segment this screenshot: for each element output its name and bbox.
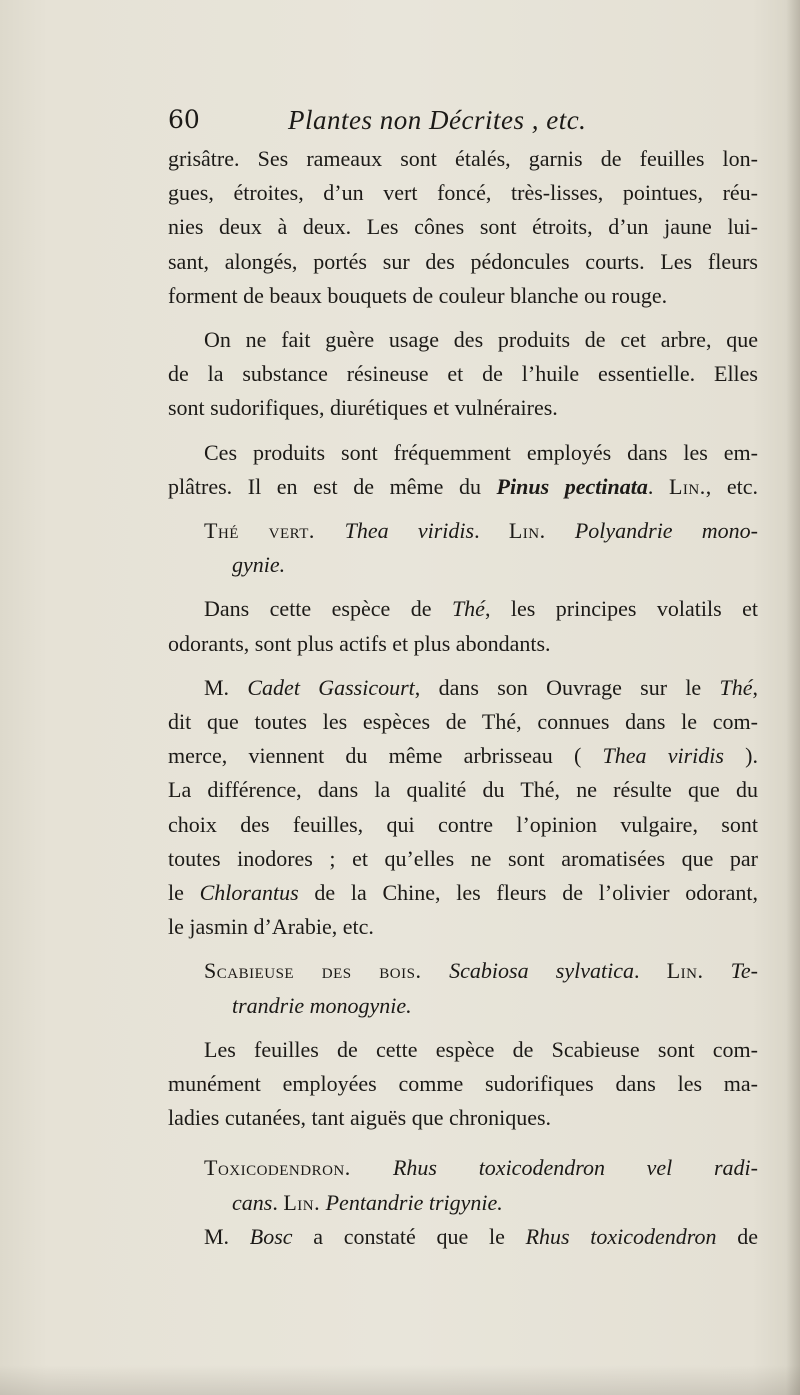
text-run: .: [272, 1189, 284, 1215]
text-line: sont sudorifiques, diurétiques et vulnéraires.: [168, 395, 558, 421]
paragraph-3: [168, 436, 758, 504]
text-line: Ces produits sont fréquemment employés dans les em-: [204, 439, 758, 465]
entry-scabieuse: [168, 954, 758, 1022]
taxon-name: Chlorantus: [199, 880, 299, 906]
linnaean-class: gynie.: [232, 552, 286, 578]
linnaean-class: Polyandrie mono-: [545, 518, 758, 544]
running-head: [168, 100, 658, 140]
text-line: le jasmin d’Arabie, etc.: [168, 914, 374, 940]
entry-title: Scabieuse des bois.: [204, 958, 450, 984]
person-name: Bosc: [249, 1223, 293, 1249]
running-title: Plantes non Décrites , etc.: [288, 105, 587, 135]
text-line: [168, 1220, 758, 1254]
paragraph-2: [168, 323, 758, 426]
text-line: choix des feuilles, qui contre l’opinion vulgaire, sont: [168, 811, 758, 837]
taxon-name: Rhus toxicodendron: [525, 1223, 717, 1249]
text-line: [168, 470, 758, 504]
paragraph-1: [168, 142, 758, 313]
entry-title: Toxicodendron.: [204, 1155, 393, 1181]
author-abbrev: Lin.: [508, 518, 546, 544]
entry-heading: [168, 954, 758, 988]
text-run: merce, viennent du même arbrisseau (: [168, 743, 603, 769]
text-run: , etc.: [705, 473, 758, 499]
text-line: odorants, sont plus actifs et plus abondants.: [168, 630, 551, 656]
text-run: plâtres. Il en est de même du: [168, 473, 497, 499]
text-run: Dans cette espèce de: [204, 596, 452, 622]
page-bottom-shadow: [0, 1365, 800, 1395]
author-abbrev: Lin.: [668, 473, 706, 499]
text-run: .: [634, 958, 667, 984]
paragraph-7: [168, 1220, 758, 1254]
text-run: , les principes volatils et: [484, 596, 758, 622]
text-run: le: [168, 880, 200, 906]
text-line: [168, 592, 758, 626]
text-line: gues, étroites, d’un vert foncé, très-lisses, pointues, réu-: [168, 180, 758, 206]
linnaean-class: Pentandrie trigynie.: [320, 1189, 503, 1215]
author-abbrev: Lin.: [666, 958, 704, 984]
text-run: M.: [204, 1223, 250, 1249]
taxon-name: Pinus pectinata: [496, 473, 648, 499]
page-edge-shadow: [786, 0, 800, 1395]
text-run: ,: [752, 674, 758, 700]
entry-title: Thé vert.: [204, 518, 345, 544]
text-line: de la substance résineuse et de l’huile essentielle. Elles: [168, 361, 758, 387]
text-line: Les feuilles de cette espèce de Scabieuse sont com-: [204, 1036, 758, 1062]
text-line: [168, 739, 758, 773]
entry-heading: [168, 514, 758, 548]
entry-heading-cont: [168, 1186, 758, 1220]
text-line: On ne fait guère usage des produits de cet arbre, que: [204, 327, 758, 353]
text-line: ladies cutanées, tant aiguës que chroniques.: [168, 1105, 552, 1131]
text-run: de: [716, 1223, 759, 1249]
text-run: , dans son Ouvrage sur le: [414, 674, 720, 700]
entry-heading: [168, 1151, 758, 1185]
text-line: nies deux à deux. Les cônes sont étroits, d’un jaune lui-: [168, 214, 758, 240]
text-run: a constaté que le: [292, 1223, 526, 1249]
author-abbrev: Lin.: [283, 1189, 321, 1215]
text-line: La différence, dans la qualité du Thé, ne résulte que du: [168, 777, 758, 803]
text-line: forment de beaux bouquets de couleur blanche ou rouge.: [168, 282, 668, 308]
page-number: 60: [168, 105, 200, 134]
entry-toxicodendron: [168, 1151, 758, 1219]
text-line: grisâtre. Ses rameaux sont étalés, garnis de feuilles lon-: [168, 146, 758, 171]
entry-the-vert: [168, 514, 758, 582]
text-run: .: [647, 473, 669, 499]
taxon-name: Thea viridis: [602, 743, 724, 769]
text-line: [168, 671, 758, 705]
taxon-name: cans: [232, 1189, 273, 1215]
taxon-name: Thé: [451, 596, 485, 622]
paragraph-4: [168, 592, 758, 660]
text-run: .: [474, 518, 509, 544]
text-line: toutes inodores ; et qu’elles ne sont aromatisées que par: [168, 845, 758, 871]
paragraph-6: [168, 1033, 758, 1136]
text-run: ).: [723, 743, 758, 769]
entry-heading-cont: [168, 548, 758, 582]
linnaean-class: trandrie monogynie.: [232, 992, 412, 1018]
taxon-name: Thé: [719, 674, 753, 700]
body-text: [168, 142, 758, 1254]
taxon-name: Thea viridis: [344, 518, 475, 544]
paragraph-5: [168, 671, 758, 945]
taxon-name: Rhus toxicodendron vel radi-: [392, 1155, 758, 1181]
person-name: Cadet Gassicourt: [247, 674, 415, 700]
taxon-name: Scabiosa sylvatica: [449, 958, 634, 984]
text-line: sant, alongés, portés sur des pédoncules courts. Les fleurs: [168, 248, 758, 274]
linnaean-class: Te-: [703, 958, 758, 984]
entry-heading-cont: [168, 989, 758, 1023]
text-run: M.: [204, 674, 248, 700]
text-line: [168, 876, 758, 910]
text-line: munément employées comme sudorifiques dans les ma-: [168, 1071, 758, 1097]
text-run: de la Chine, les fleurs de l’olivier odorant,: [298, 880, 758, 906]
text-line: dit que toutes les espèces de Thé, connues dans le com-: [168, 709, 758, 735]
